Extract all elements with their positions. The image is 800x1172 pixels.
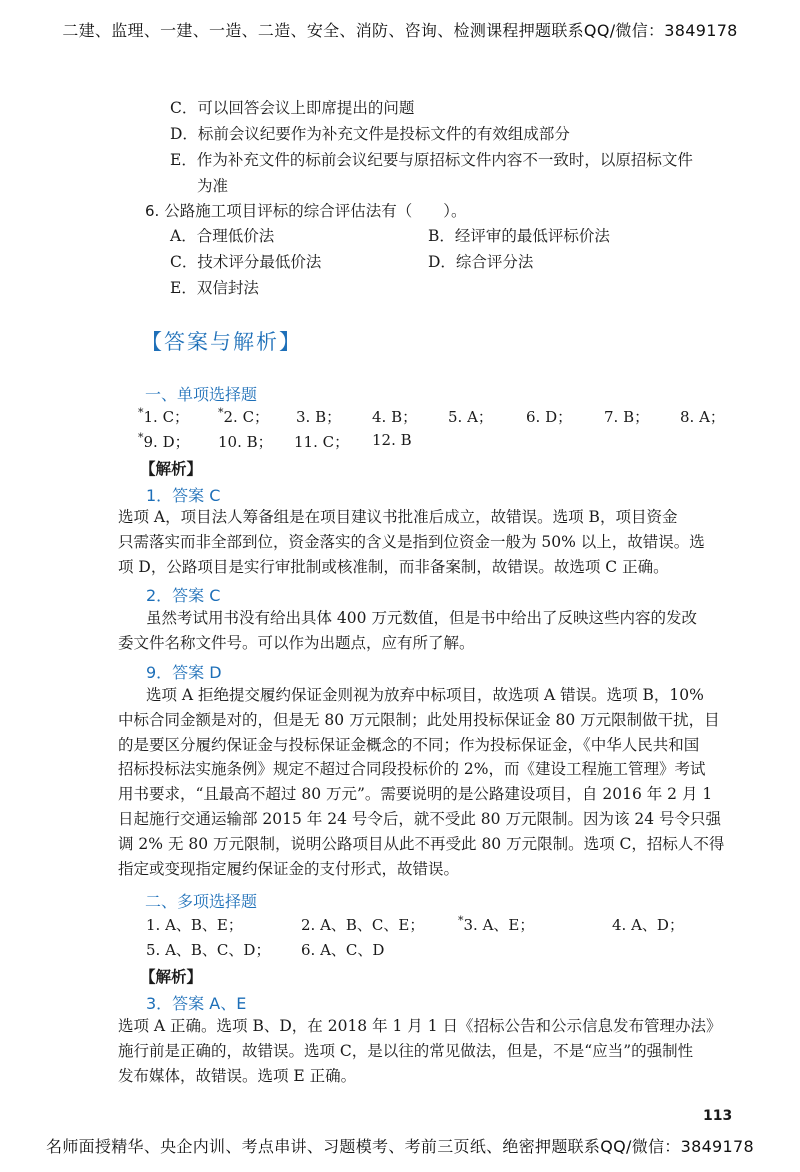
question-text: 公路施工项目评标的综合评估法有（ ）。 (164, 202, 467, 220)
single-answers-row-2 (118, 431, 758, 453)
answer-9-explanation (118, 683, 742, 881)
single-answer-12: 12. B (372, 431, 412, 449)
single-answer-6: 6. D； (526, 408, 573, 426)
star-mark: * (138, 406, 144, 419)
single-answers-row-1 (118, 406, 758, 428)
paragraph-line: 中标合同金额是对的，但是无 80 万元限制；此处用投标保证金 80 万元限制做干扰，目 (118, 710, 720, 729)
paragraph-line: 虽然考试用书没有给出具体 400 万元数值，但是书中给出了反映这些内容的发改 (146, 609, 697, 627)
multi-answer-5: 5. A、B、C、D； (146, 941, 271, 959)
option-c-prev: C．可以回答会议上即席提出的问题 (170, 99, 415, 117)
q6-option-c: C．技术评分最低价法 (170, 253, 322, 271)
multi-answers-row-2 (118, 939, 758, 961)
multi-answer-1: 1. A、B、E； (146, 916, 243, 934)
paragraph-line: 的是要区分履约保证金与投标保证金概念的不同；作为投标保证金，《中华人民共和国 (118, 735, 700, 754)
option-e-prev-cont: 为准 (197, 177, 229, 195)
q6-option-b: B．经评审的最低评标价法 (428, 227, 610, 245)
paragraph-line: 项 D，公路项目是实行审批制或核准制，而非备案制，故错误。故选项 C 正确。 (118, 557, 669, 576)
multi-answers-row-1 (118, 914, 758, 936)
single-choice-heading: 一、单项选择题 (145, 385, 258, 404)
paragraph-line: 发布媒体，故错误。选项 E 正确。 (118, 1066, 357, 1085)
single-answer-8: 8. A； (680, 408, 725, 426)
question-number: 6. (145, 202, 160, 220)
paragraph-line: 只需落实而非全部到位，资金落实的含义是指到位资金一般为 50% 以上，故错误。选 (118, 532, 705, 551)
paragraph-line: 选项 A，项目法人筹备组是在项目建议书批准后成立，故错误。选项 B，项目资金 (118, 508, 678, 526)
multi-choice-heading: 二、多项选择题 (145, 892, 258, 911)
paragraph-line: 指定或变现指定履约保证金的支付形式，故错误。 (118, 859, 460, 878)
single-answer-7: 7. B； (604, 408, 650, 426)
paragraph-line: 选项 A 正确。选项 B、D，在 2018 年 1 月 1 日《招标公告和公示信息发布管理办法》 (118, 1017, 722, 1035)
answer-2-explanation (118, 606, 742, 656)
single-answer-9: *9. D； (138, 431, 190, 451)
question-6-stem (145, 200, 467, 222)
q6-option-d: D．综合评分法 (428, 253, 534, 271)
multi-answer-4: 4. A、D； (612, 916, 684, 934)
answer-9-title: 9．答案 D (146, 663, 222, 682)
q6-option-e: E．双信封法 (170, 279, 259, 297)
paragraph-line: 施行前是正确的，故错误。选项 C，是以往的常见做法，但是，不是“应当”的强制性 (118, 1041, 694, 1060)
single-answer-11: 11. C； (294, 433, 350, 451)
paragraph-line: 日起施行交通运输部 2015 年 24 号令后，就不受此 80 万元限制。因为该 24 号令只强 (118, 809, 722, 828)
q6-option-a: A．合理低价法 (170, 227, 275, 245)
footer-banner: 名师面授精华、央企内训、考点串讲、习题模考、考前三页纸、绝密押题联系QQ/微信：3849178 (46, 1137, 754, 1156)
option-d-prev: D．标前会议纪要作为补充文件是投标文件的有效组成部分 (170, 125, 570, 143)
answers-section-title: 【答案与解析】 (141, 330, 302, 354)
page-number: 113 (703, 1108, 733, 1124)
header-banner: 二建、监理、一建、一造、二造、安全、消防、咨询、检测课程押题联系QQ/微信：3849178 (62, 21, 738, 40)
paragraph-line: 调 2% 无 80 万元限制，说明公路项目从此不再受此 80 万元限制。选项 C，招标人不得 (118, 834, 725, 853)
single-answer-1: *1. C； (138, 406, 190, 426)
star-mark: * (138, 431, 144, 444)
answer-1-title: 1．答案 C (146, 486, 221, 505)
single-answer-5: 5. A； (448, 408, 493, 426)
paragraph-line: 选项 A 拒绝提交履约保证金则视为放弃中标项目，故选项 A 错误。选项 B，10% (146, 686, 704, 704)
single-answer-3: 3. B； (296, 408, 342, 426)
paragraph-line: 用书要求，“且最高不超过 80 万元”。需要说明的是公路建设项目，自 2016 年 2 月 1 (118, 785, 713, 804)
multi-answer-3: *3. A、E； (458, 914, 535, 934)
answer-1-explanation (118, 505, 742, 579)
star-mark: * (218, 406, 224, 419)
option-e-prev: E．作为补充文件的标前会议纪要与原招标文件内容不一致时，以原招标文件 (170, 151, 693, 169)
paragraph-line: 招标投标法实施条例》规定不超过合同段投标价的 2%，而《建设工程施工管理》考试 (118, 760, 706, 779)
analysis-label-multi: 【解析】 (140, 968, 203, 986)
analysis-label-single: 【解析】 (140, 460, 203, 478)
single-answer-10: 10. B； (218, 433, 273, 451)
single-answer-2: *2. C； (218, 406, 270, 426)
paragraph-line: 委文件名称文件号。可以作为出题点，应有所了解。 (118, 633, 475, 652)
star-mark: * (458, 914, 464, 927)
answer-2-title: 2．答案 C (146, 586, 221, 605)
answer-3-explanation (118, 1014, 742, 1088)
multi-answer-6: 6. A、C、D (301, 941, 385, 959)
multi-answer-2: 2. A、B、C、E； (301, 916, 425, 934)
answer-3-title: 3．答案 A、E (146, 994, 247, 1013)
single-answer-4: 4. B； (372, 408, 418, 426)
